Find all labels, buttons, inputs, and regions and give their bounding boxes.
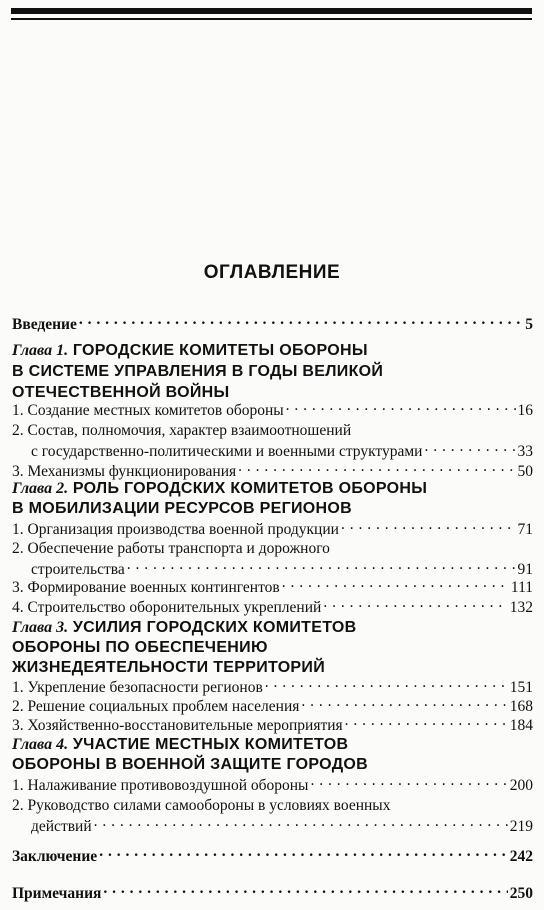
dot-leader [265,676,508,692]
toc-page-number: 71 [517,520,533,538]
toc-entry-label: 1. Укрепление безопасности регионов [12,678,263,696]
toc-entry-label: Введение [12,315,77,333]
toc-page-number: 242 [509,847,533,865]
dot-leader [286,399,516,415]
toc-entry-4-2[interactable] [31,815,533,837]
toc-entry-label: 4. Строительство оборонительных укреплений [12,598,322,616]
chapter-title-line: УСИЛИЯ ГОРОДСКИХ КОМИТЕТОВ [72,619,357,636]
toc-entry-label: строительства [31,560,125,578]
top-rule-thin [11,18,532,20]
dot-leader [323,596,507,612]
toc-entry-label: с государственно-политическими и военными структурами [31,442,423,460]
chapter-1-heading[interactable] [12,340,533,362]
toc-entry-label: 1. Создание местных комитетов обороны [12,401,284,419]
toc-page-number: 219 [509,817,533,835]
toc-entry-4-2-line-1[interactable]: 2. Руководство силами самообороны в условиях военных [12,797,391,814]
toc-entry-1-2-line-1[interactable]: 2. Состав, полномочия, характер взаимоотношений [12,422,352,439]
toc-page-number: 151 [509,678,533,696]
toc-page-number: 111 [510,578,533,596]
chapter-label: Глава 3. [12,619,69,636]
toc-entry-2-2-line-1[interactable]: 2. Обеспечение работы транспорта и дорожного [12,540,330,557]
chapter-title-line: УЧАСТИЕ МЕСТНЫХ КОМИТЕТОВ [72,736,349,753]
chapter-label: Глава 1. [12,342,69,359]
toc-entry-3-3[interactable] [12,714,533,736]
toc-entry-label: Заключение [12,847,98,865]
dot-leader [310,774,507,790]
toc-page-number: 132 [509,598,533,616]
dot-leader [282,576,509,592]
chapter-4-title-line-2: ОБОРОНЫ В ВОЕННОЙ ЗАЩИТЕ ГОРОДОВ [12,756,369,773]
toc-entry-2-3[interactable] [12,576,533,598]
toc-entry-label: 3. Формирование военных контингентов [12,578,280,596]
dot-leader [345,714,508,730]
toc-entry-2-1[interactable] [12,518,533,540]
toc-page-number: 5 [525,315,533,333]
dot-leader [424,440,515,456]
toc-entry-intro[interactable] [12,313,533,335]
toc-page-number: 168 [509,697,533,715]
dot-leader [99,845,508,861]
toc-page-number: 33 [517,442,533,460]
toc-page-number: 184 [509,716,533,734]
chapter-3-title-line-2: ОБОРОНЫ ПО ОБЕСПЕЧЕНИЮ [12,639,268,656]
chapter-label: Глава 4. [12,736,69,753]
toc-page-number: 16 [517,401,533,419]
chapter-4-heading[interactable] [12,734,533,756]
toc-entry-label: Примечания [12,884,102,902]
chapter-title-line: ГОРОДСКИЕ КОМИТЕТЫ ОБОРОНЫ [72,342,368,359]
toc-entry-4-1[interactable] [12,774,533,796]
dot-leader [127,558,516,574]
toc-entry-1-1[interactable] [12,399,533,421]
chapter-3-heading[interactable] [12,617,533,639]
toc-entry-conclusion[interactable] [12,845,533,867]
dot-leader [103,882,507,898]
toc-entry-label: 3. Механизмы функционирования [12,462,237,480]
toc-page-number: 50 [517,462,533,480]
toc-entry-label: 1. Организация производства военной продукции [12,520,339,538]
chapter-title-line: РОЛЬ ГОРОДСКИХ КОМИТЕТОВ ОБОРОНЫ [72,480,428,497]
chapter-label: Глава 2. [12,480,69,497]
dot-leader [301,695,507,711]
chapter-2-title-line-2: В МОБИЛИЗАЦИИ РЕСУРСОВ РЕГИОНОВ [12,500,352,517]
chapter-2-heading[interactable] [12,478,533,500]
toc-page-number: 91 [517,560,533,578]
dot-leader [341,518,516,534]
toc-page-number: 250 [509,884,533,902]
toc-entry-label: 1. Налаживание противовоздушной обороны [12,776,309,794]
toc-entry-label: действий [31,817,92,835]
toc-entry-1-2[interactable] [31,440,533,462]
chapter-3-title-line-3: ЖИЗНЕДЕЯТЕЛЬНОСТИ ТЕРРИТОРИЙ [12,659,326,676]
page-title: ОГЛАВЛЕНИЕ [203,262,341,283]
dot-leader [94,815,508,831]
toc-entry-2-4[interactable] [12,596,533,618]
chapter-1-title-line-2: В СИСТЕМЕ УПРАВЛЕНИЯ В ГОДЫ ВЕЛИКОЙ [12,363,384,380]
toc-entry-notes[interactable] [12,882,533,904]
top-rule-thick [11,8,532,14]
toc-page-number: 200 [509,776,533,794]
toc-entry-label: 3. Хозяйственно-восстановительные мероприятия [12,716,343,734]
dot-leader [238,460,515,476]
dot-leader [79,313,523,329]
toc-entry-label: 2. Решение социальных проблем населения [12,697,300,715]
chapter-1-title-line-3: ОТЕЧЕСТВЕННОЙ ВОЙНЫ [12,384,230,401]
